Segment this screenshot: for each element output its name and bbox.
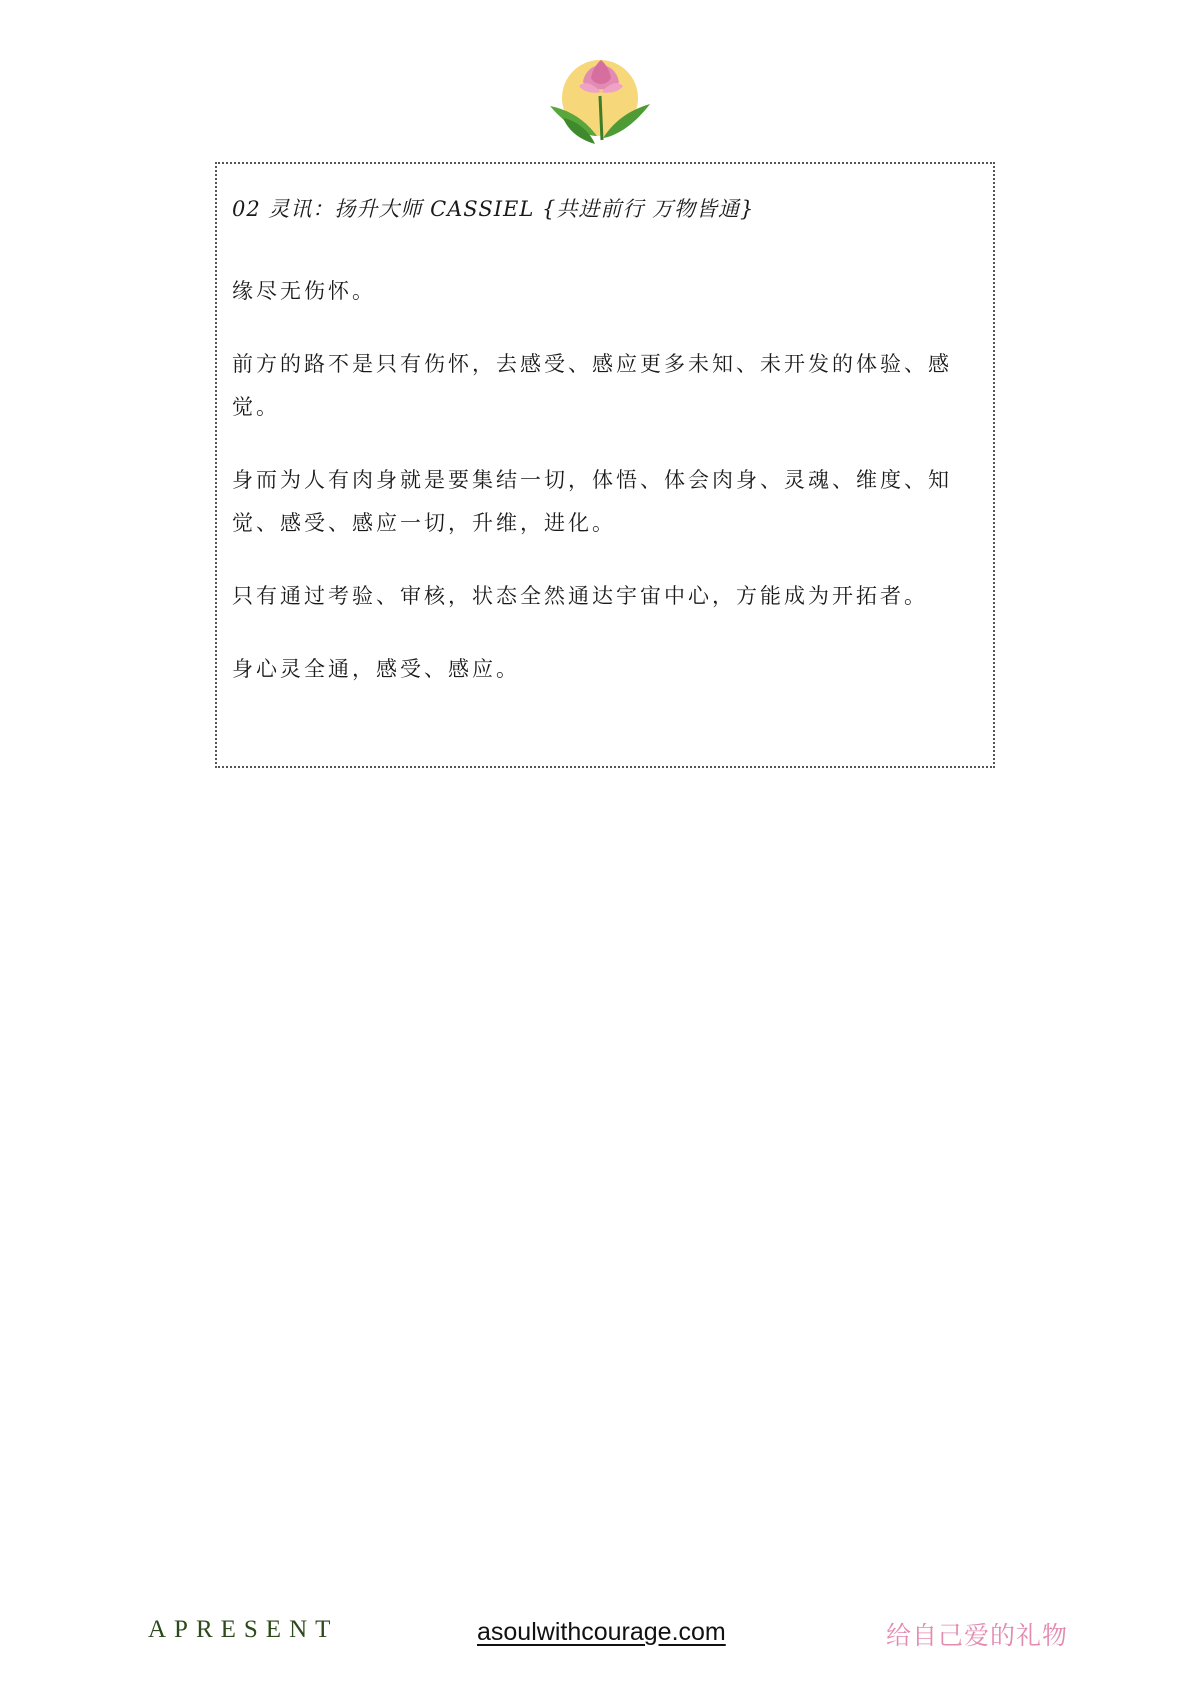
lotus-logo-icon	[545, 58, 655, 148]
message-box	[215, 162, 995, 768]
footer-website-link[interactable]: asoulwithcourage.com	[477, 1618, 726, 1646]
message-paragraph: 前方的路不是只有伤怀，去感受、感应更多未知、未开发的体验、感觉。	[232, 352, 952, 419]
message-paragraph: 缘尽无伤怀。	[232, 279, 376, 303]
message-paragraph: 只有通过考验、审核，状态全然通达宇宙中心，方能成为开拓者。	[232, 584, 928, 608]
message-title: 02 灵讯：扬升大师 CASSIEL {共进前行 万物皆通}	[232, 197, 755, 221]
footer-brand: APRESENT	[148, 1616, 339, 1643]
footer-tagline: 给自己爱的礼物	[886, 1621, 1069, 1650]
message-paragraph: 身而为人有肉身就是要集结一切，体悟、体会肉身、灵魂、维度、知觉、感受、感应一切，升维，进化。	[232, 468, 952, 535]
message-paragraph: 身心灵全通，感受、感应。	[232, 657, 520, 681]
